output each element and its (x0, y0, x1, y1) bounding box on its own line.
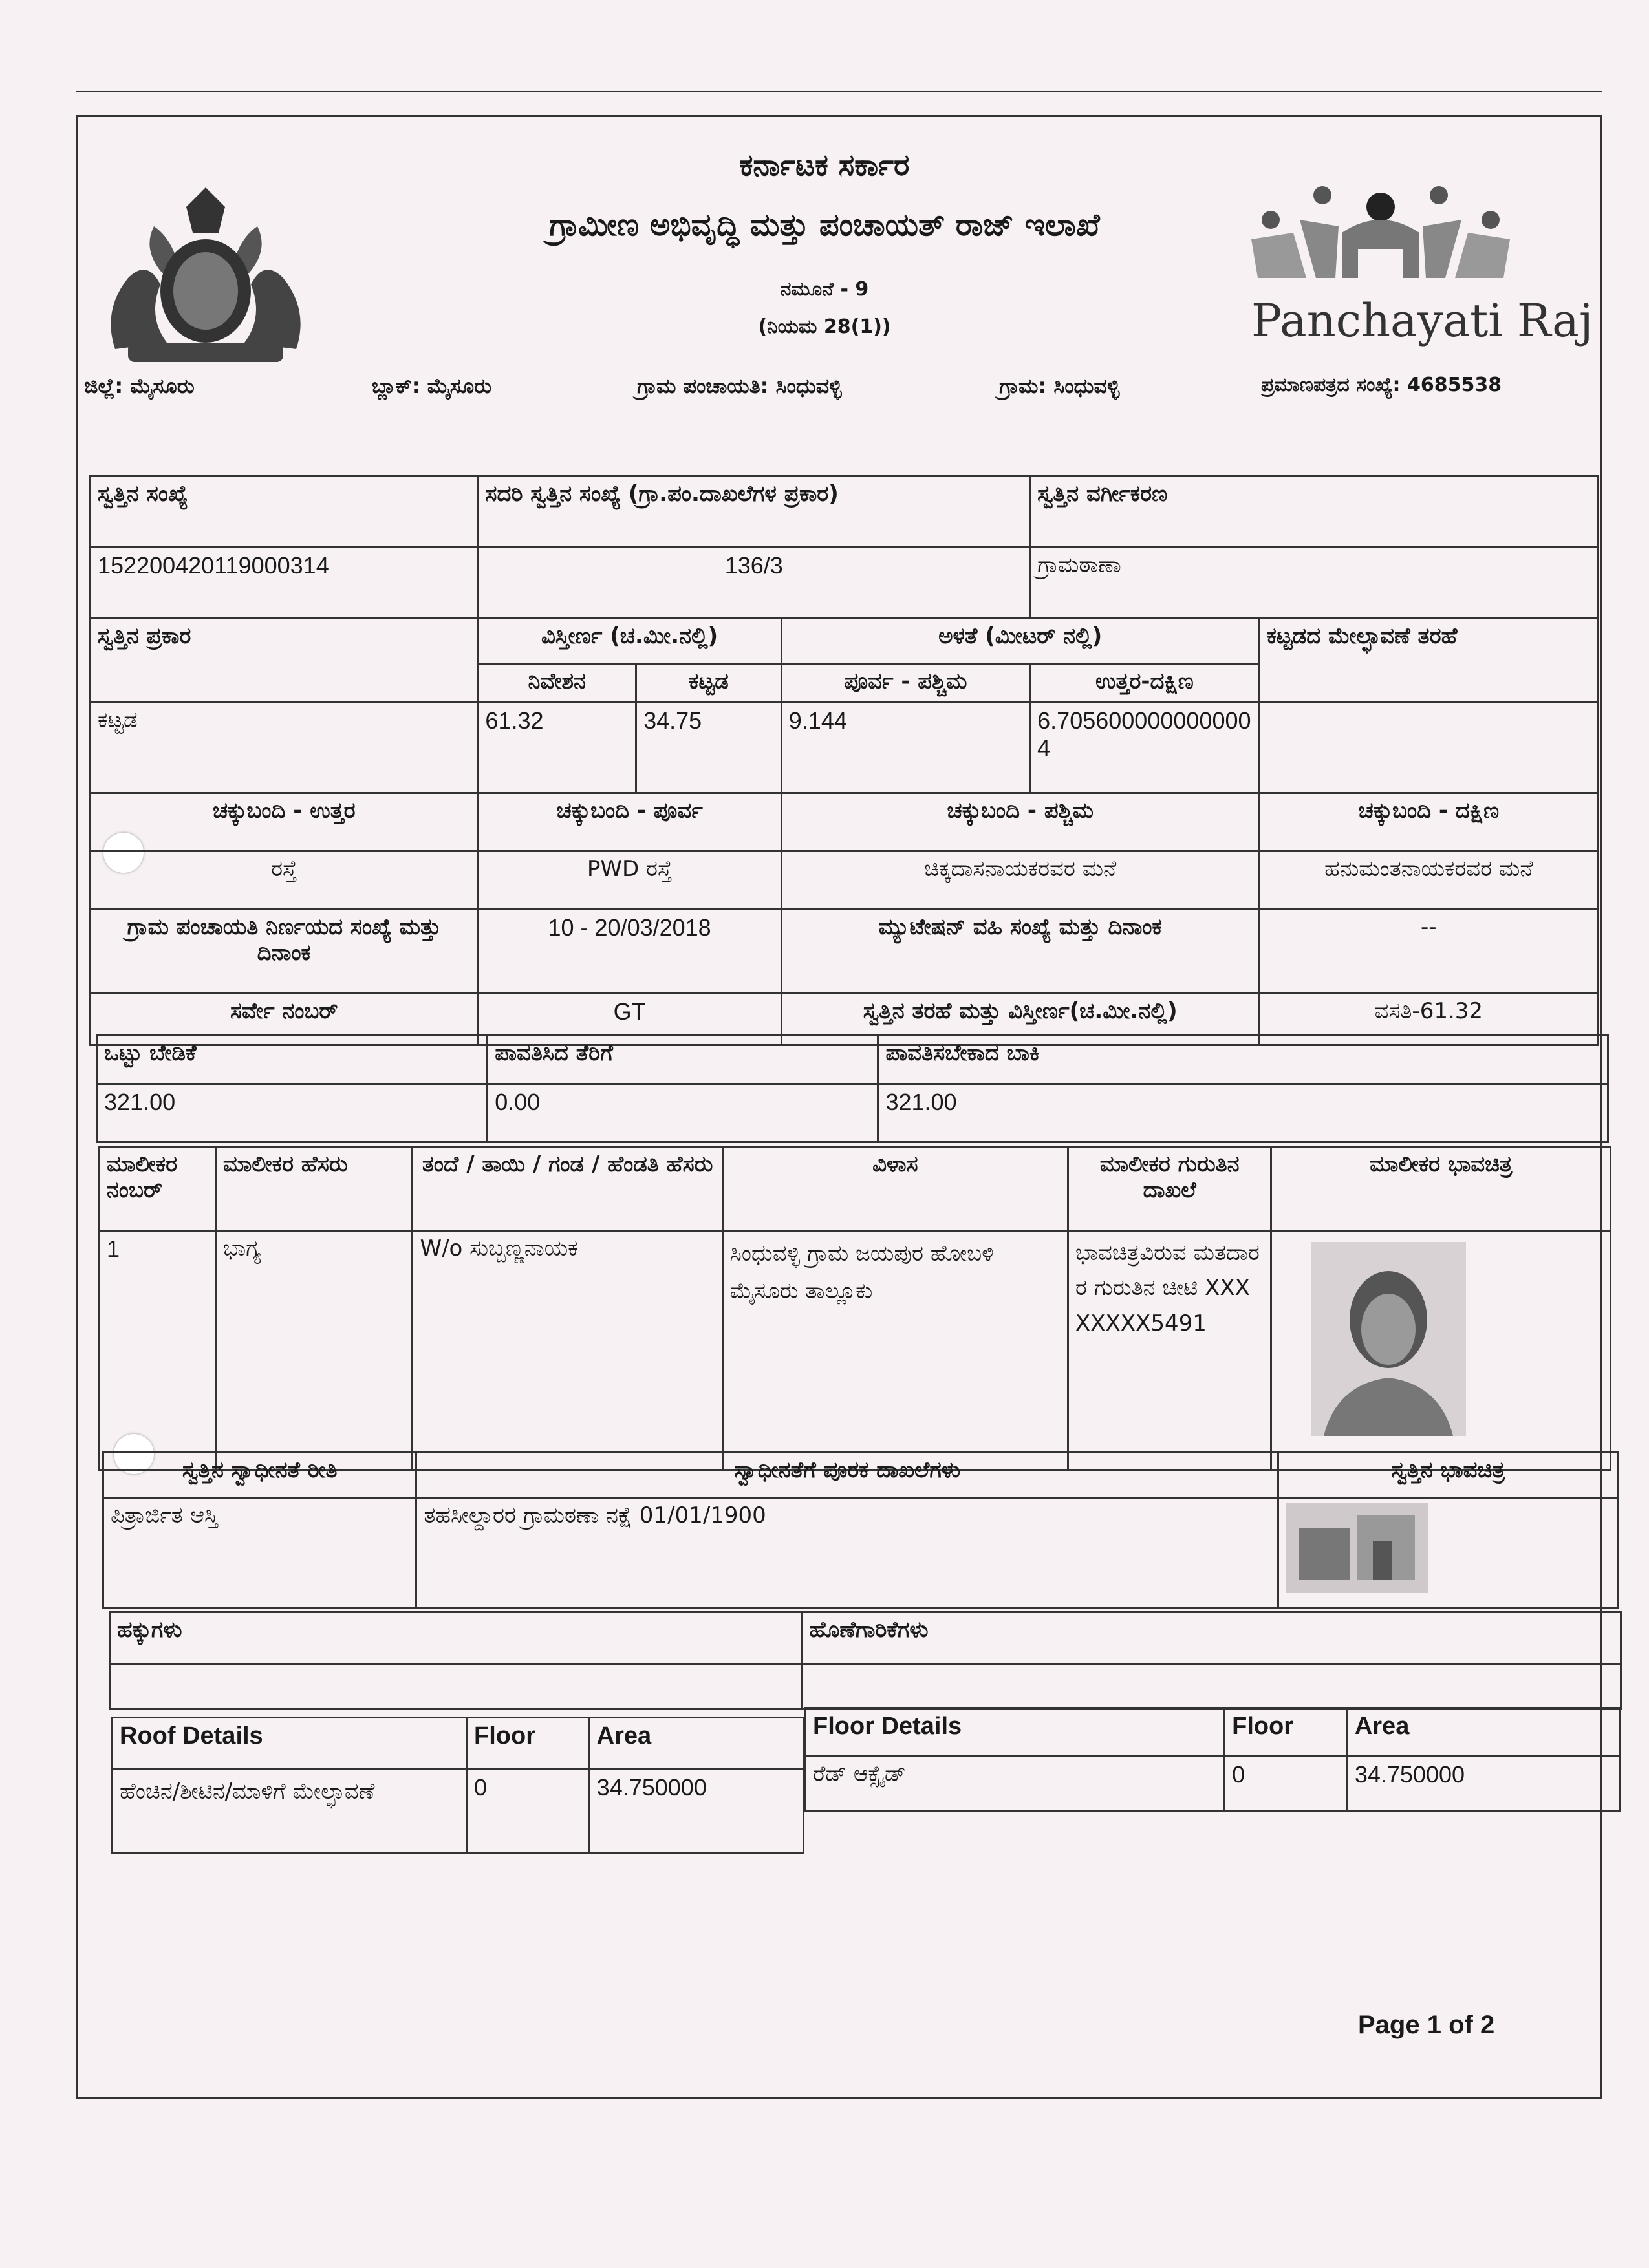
owner-address: ಸಿಂಧುವಳ್ಳಿ ಗ್ರಾಮ ಜಯಪುರ ಹೋಬಳಿ ಮೈಸೂರು ತಾಲ್ಲೂಕು (722, 1231, 1068, 1470)
property-photo (1286, 1503, 1428, 1593)
mutation-register: -- (1259, 910, 1598, 994)
property-number-label: ಸ್ವತ್ತಿನ ಸಂಖ್ಯೆ (91, 476, 478, 548)
supporting-docs-label: ಸ್ವಾಧೀನತೆಗೆ ಪೂರಕ ದಾಖಲೆಗಳು (416, 1453, 1278, 1498)
acquisition-table (102, 1451, 1619, 1609)
form-number: ನಮೂನೆ - 9 (780, 278, 869, 301)
tax-paid: 0.00 (488, 1084, 878, 1142)
supporting-docs: ತಹಸೀಲ್ದಾರರ ಗ್ರಾಮಠಣಾ ನಕ್ಷೆ 01/01/1900 (416, 1498, 1278, 1608)
rights-label: ಹಕ್ಕುಗಳು (110, 1612, 803, 1664)
liabilities-label: ಹೊಣೆಗಾರಿಕೆಗಳು (802, 1612, 1621, 1664)
gp-resolution: 10 - 20/03/2018 (478, 910, 781, 994)
roof-details-table (111, 1717, 804, 1854)
north-south-label: ಉತ್ತರ-ದಕ್ಷಿಣ (1030, 664, 1259, 703)
owner-photo-cell (1271, 1231, 1611, 1470)
roof-details-title: Roof Details (113, 1718, 467, 1770)
property-number: 152200420119000314 (91, 548, 478, 619)
floor-details-title: Floor Details (806, 1708, 1225, 1757)
mutation-register-label: ಮ್ಯುಟೇಷನ್ ವಹಿ ಸಂಖ್ಯೆ ಮತ್ತು ದಿನಾಂಕ (781, 910, 1259, 994)
sadari-property-number: 136/3 (478, 548, 1030, 619)
property-details-table (89, 475, 1599, 1046)
property-type: ಕಟ್ಟಡ (91, 703, 478, 793)
rule-reference: (ನಿಯಮ 28(1)) (758, 316, 891, 338)
address-label: ವಿಳಾಸ (722, 1147, 1068, 1231)
boundary-north-label: ಚಕ್ಕುಬಂದಿ - ಉತ್ತರ (91, 793, 478, 851)
boundary-east-label: ಚಕ್ಕುಬಂದಿ - ಪೂರ್ವ (478, 793, 781, 851)
boundary-west-label: ಚಕ್ಕುಬಂದಿ - ಪಶ್ಚಿಮ (781, 793, 1259, 851)
rights-liabilities-table (109, 1611, 1622, 1710)
roof-area: 34.750000 (589, 1770, 803, 1854)
relation-name-label: ತಂದೆ / ತಾಯಿ / ಗಂಡ / ಹೆಂಡತಿ ಹೆಸರು (413, 1147, 722, 1231)
site-area: 61.32 (478, 703, 636, 793)
boundary-north: ರಸ್ತೆ (91, 851, 478, 910)
dimensions-label: ಅಳತೆ (ಮೀಟರ್ ನಲ್ಲಿ) (781, 619, 1259, 664)
block: ಬ್ಲಾಕ್: ಮೈಸೂರು (372, 374, 492, 398)
building-area: 34.75 (636, 703, 782, 793)
page-number: Page 1 of 2 (1358, 2011, 1495, 2039)
owner-number: 1 (100, 1231, 216, 1470)
rights-value (110, 1664, 803, 1709)
panchayati-raj-logo-text: Panchayati Raj (1251, 294, 1593, 347)
balance-due-label: ಪಾವತಿಸಬೇಕಾದ ಬಾಕಿ (878, 1036, 1608, 1084)
floor-details-table (804, 1707, 1621, 1812)
roof-area-label: Area (589, 1718, 803, 1770)
floor-type-value: ರೆಡ್ ಆಕ್ಸೈಡ್ (806, 1757, 1225, 1812)
property-photo-label: ಸ್ವತ್ತಿನ ಭಾವಚಿತ್ರ (1278, 1453, 1618, 1498)
property-type-label: ಸ್ವತ್ತಿನ ಪ್ರಕಾರ (91, 619, 478, 703)
boundary-west: ಚಿಕ್ಕದಾಸನಾಯಕರವರ ಮನೆ (781, 851, 1259, 910)
boundary-south-label: ಚಕ್ಕುಬಂದಿ - ದಕ್ಷಿಣ (1259, 793, 1598, 851)
property-type-area-label: ಸ್ವತ್ತಿನ ತರಹೆ ಮತ್ತು ವಿಸ್ತೀರ್ಣ(ಚ.ಮೀ.ನಲ್ಲಿ) (781, 994, 1259, 1045)
property-classification: ಗ್ರಾಮಠಾಣಾ (1030, 548, 1599, 619)
floor-floor: 0 (1225, 1757, 1348, 1812)
building-label: ಕಟ್ಟಡ (636, 664, 782, 703)
district: ಜಿಲ್ಲೆ: ಮೈಸೂರು (84, 374, 195, 398)
total-demand: 321.00 (97, 1084, 488, 1142)
gp-resolution-label: ಗ್ರಾಮ ಪಂಚಾಯತಿ ನಿರ್ಣಯದ ಸಂಖ್ಯೆ ಮತ್ತು ದಿನಾಂಕ (91, 910, 478, 994)
east-west-label: ಪೂರ್ವ - ಪಶ್ಚಿಮ (781, 664, 1029, 703)
floor-area: 34.750000 (1347, 1757, 1619, 1812)
property-type-area: ವಸತಿ-61.32 (1259, 994, 1598, 1045)
roof-floor: 0 (467, 1770, 590, 1854)
balance-due: 321.00 (878, 1084, 1608, 1142)
site-label: ನಿವೇಶನ (478, 664, 636, 703)
owner-id-label: ಮಾಲೀಕರ ಗುರುತಿನ ದಾಖಲೆ (1068, 1147, 1271, 1231)
survey-number: GT (478, 994, 781, 1045)
boundary-east: PWD ರಸ್ತೆ (478, 851, 781, 910)
property-classification-label: ಸ್ವತ್ತಿನ ವರ್ಗೀಕರಣ (1030, 476, 1599, 548)
roof-type (1259, 703, 1598, 793)
liabilities-value (802, 1664, 1621, 1709)
relation-name: W/o ಸುಬ್ಬಣ್ಣನಾಯಕ (413, 1231, 722, 1470)
roof-type-label: ಕಟ್ಟಡದ ಮೇಲ್ಛಾವಣೆ ತರಹೆ (1259, 619, 1598, 703)
certificate-number: ಪ್ರಮಾಣಪತ್ರದ ಸಂಖ್ಯೆ: 4685538 (1261, 374, 1502, 396)
floor-area-label: Area (1347, 1708, 1619, 1757)
village: ಗ್ರಾಮ: ಸಿಂಧುವಳ್ಳಿ (999, 374, 1120, 398)
roof-floor-label: Floor (467, 1718, 590, 1770)
area-sqm-label: ವಿಸ್ತೀರ್ಣ (ಚ.ಮೀ.ನಲ್ಲಿ) (478, 619, 781, 664)
owner-number-label: ಮಾಲೀಕರ ನಂಬರ್ (100, 1147, 216, 1231)
government-title: ಕರ್ನಾಟಕ ಸರ್ಕಾರ (739, 147, 910, 182)
boundary-south: ಹನುಮಂತನಾಯಕರವರ ಮನೆ (1259, 851, 1598, 910)
owner-name: ಭಾಗ್ಯ (215, 1231, 413, 1470)
survey-number-label: ಸರ್ವೇ ನಂಬರ್ (91, 994, 478, 1045)
owner-name-label: ಮಾಲೀಕರ ಹೆಸರು (215, 1147, 413, 1231)
north-south-length: 6.7056000000000004 (1030, 703, 1259, 793)
tax-table (96, 1034, 1609, 1143)
gram-panchayat: ಗ್ರಾಮ ಪಂಚಾಯತಿ: ಸಿಂಧುವಳ್ಳಿ (637, 374, 842, 398)
owner-id-document: ಭಾವಚಿತ್ರವಿರುವ ಮತದಾರರ ಗುರುತಿನ ಚೀಟಿ XXXXXXXX5491 (1068, 1231, 1271, 1470)
owner-table (98, 1146, 1611, 1471)
total-demand-label: ಒಟ್ಟು ಬೇಡಿಕೆ (97, 1036, 488, 1084)
owner-photo (1311, 1242, 1466, 1436)
east-west-length: 9.144 (781, 703, 1029, 793)
tax-paid-label: ಪಾವತಿಸಿದ ತೆರಿಗೆ (488, 1036, 878, 1084)
acquisition-mode-label: ಸ್ವತ್ತಿನ ಸ್ವಾಧೀನತೆ ರೀತಿ (103, 1453, 416, 1498)
sadari-property-number-label: ಸದರಿ ಸ್ವತ್ತಿನ ಸಂಖ್ಯೆ (ಗ್ರಾ.ಪಂ.ದಾಖಲೆಗಳ ಪ್ರಕಾರ) (478, 476, 1030, 548)
acquisition-mode: ಪಿತ್ರಾರ್ಜಿತ ಆಸ್ತಿ (103, 1498, 416, 1608)
roof-type-value: ಹೆಂಚಿನ/ಶೀಟಿನ/ಮಾಳಿಗೆ ಮೇಲ್ಛಾವಣೆ (113, 1770, 467, 1854)
top-border-line (76, 91, 1602, 92)
floor-floor-label: Floor (1225, 1708, 1348, 1757)
owner-photo-label: ಮಾಲೀಕರ ಭಾವಚಿತ್ರ (1271, 1147, 1611, 1231)
property-photo-cell (1278, 1498, 1618, 1608)
department-title: ಗ್ರಾಮೀಣ ಅಭಿವೃದ್ಧಿ ಮತ್ತು ಪಂಚಾಯತ್ ರಾಜ್ ಇಲಾಖೆ (549, 207, 1100, 243)
